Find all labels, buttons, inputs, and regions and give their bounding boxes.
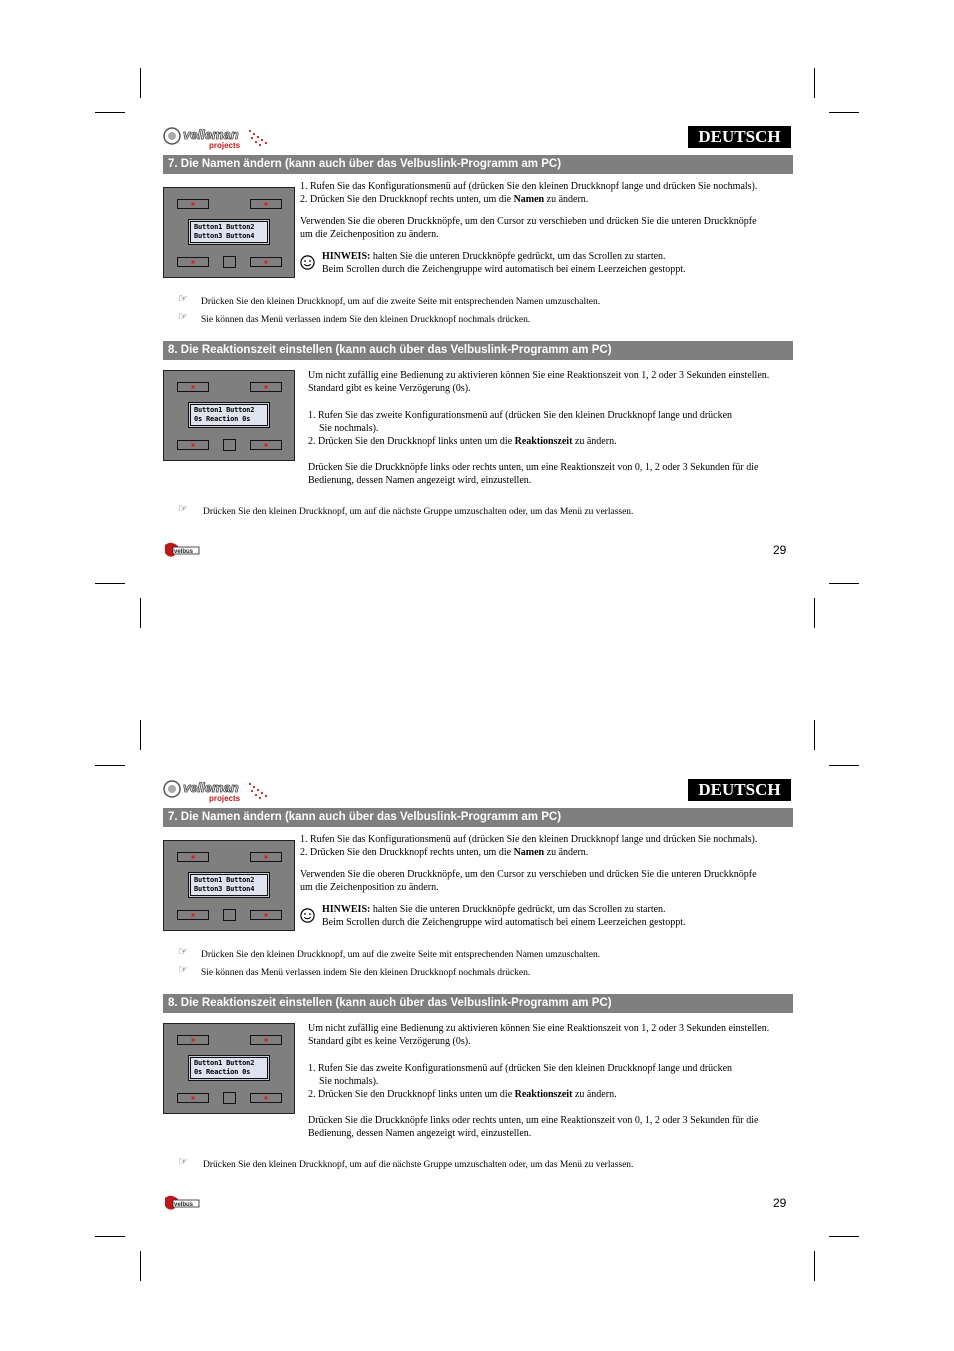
section-8-intro: Um nicht zufällig eine Bedienung zu aktivieren können Sie eine Reaktionszeit von 1, 2 oder 3 Sekunden einstellen. Standard gibt es keine Verzögerung (0s). [308,1023,770,1047]
page-number: 29 [773,543,787,557]
bottom-left-button [177,910,209,920]
top-left-button [177,199,209,209]
crop-mark [814,598,815,628]
lcd-line-1: Button1 Button2 [194,876,255,884]
small-pushbutton [223,256,236,268]
top-left-button [177,382,209,392]
section-7-steps [300,833,794,859]
bullet-text: Sie können das Menü verlassen indem Sie den kleinen Druckknopf nochmals drücken. [201,315,531,325]
bottom-left-button [177,1093,209,1103]
lcd-line-1: Button1 Button2 [194,1059,255,1067]
lcd-line-2: 0s Reaction 0s [194,1068,251,1076]
section-7-title: 7. Die Namen ändern (kann auch über das Velbuslink-Programm am PC) [163,155,793,174]
section-7-title: 7. Die Namen ändern (kann auch über das Velbuslink-Programm am PC) [163,808,793,827]
pointing-hand-icon: ☞ [178,963,188,976]
logo-sub-text: projects [209,141,241,150]
velbus-logo [163,541,201,559]
lcd-display [188,219,270,245]
top-left-button [177,1035,209,1045]
section-7-paragraph: Verwenden Sie die oberen Druckknöpfe, um den Cursor zu verschieben und drücken Sie die unteren Druckknöpfe um die Zeichenposition zu ändern. [300,869,757,893]
bullet-text: Drücken Sie den kleinen Druckknopf, um auf die nächste Gruppe umzuschalten oder, um das Menü zu verlassen. [203,507,634,517]
lcd-line-2: Button3 Button4 [194,232,255,240]
crop-mark [95,1236,125,1237]
step-1-cont: Sie nochmals). [319,1076,379,1087]
hint-label: HINWEIS: [322,251,371,262]
top-right-button [250,852,282,862]
section-8-steps [308,1062,794,1101]
device-illustration-reaction [163,370,295,461]
language-label: DEUTSCH [688,779,791,801]
hint-text-2: Beim Scrollen durch die Zeichengruppe wird automatisch bei einem Leerzeichen gestoppt. [322,917,686,928]
bottom-right-button [250,440,282,450]
device-illustration-reaction [163,1023,295,1114]
bullet-text: Drücken Sie den kleinen Druckknopf, um auf die zweite Seite mit entsprechenden Namen umzuschalten. [201,950,601,960]
small-pushbutton [223,1092,236,1104]
bullet-text: Drücken Sie den kleinen Druckknopf, um auf die zweite Seite mit entsprechenden Namen umzuschalten. [201,297,601,307]
smiley-note-icon [300,255,315,270]
step-2: 2. Drücken Sie den Druckknopf rechts unten, um die Namen zu ändern. [300,847,589,858]
pointing-hand-icon: ☞ [178,1155,188,1168]
logo-sub-text: projects [209,794,241,803]
section-8-paragraph: Drücken Sie die Druckknöpfe links oder rechts unten, um eine Reaktionszeit von 0, 1, 2 oder 3 Sekunden für die Bedienung, dessen Namen angezeigt wird, einzustellen. [308,462,759,486]
bottom-left-button [177,440,209,450]
pointing-hand-icon: ☞ [178,945,188,958]
section-8-title: 8. Die Reaktionszeit einstellen (kann auch über das Velbuslink-Programm am PC) [163,341,793,360]
crop-mark [140,1251,141,1281]
device-illustration-names [163,840,295,931]
lcd-line-1: Button1 Button2 [194,223,255,231]
velbus-logo [163,1194,201,1212]
crop-mark [814,1251,815,1281]
pointing-hand-icon: ☞ [178,502,188,515]
pointing-hand-icon: ☞ [178,292,188,305]
section-7-paragraph: Verwenden Sie die oberen Druckknöpfe, um den Cursor zu verschieben und drücken Sie die unteren Druckknöpfe um die Zeichenposition zu ändern. [300,216,757,240]
lcd-line-2: 0s Reaction 0s [194,415,251,423]
top-left-button [177,852,209,862]
top-right-button [250,199,282,209]
step-2: 2. Drücken Sie den Druckknopf links unten um die Reaktionszeit zu ändern. [308,436,617,447]
crop-mark [829,1236,859,1237]
step-2: 2. Drücken Sie den Druckknopf rechts unten, um die Namen zu ändern. [300,194,589,205]
bottom-left-button [177,257,209,267]
bottom-right-button [250,257,282,267]
manual-page [0,0,954,560]
step-2: 2. Drücken Sie den Druckknopf links unten um die Reaktionszeit zu ändern. [308,1089,617,1100]
logo-brand-text: velleman [183,127,239,142]
hint-note [322,250,792,276]
section-8-steps [308,409,794,448]
bullet-text: Drücken Sie den kleinen Druckknopf, um auf die nächste Gruppe umzuschalten oder, um das Menü zu verlassen. [203,1160,634,1170]
hint-text: halten Sie die unteren Druckknöpfe gedrückt, um das Scrollen zu starten. [370,904,666,915]
top-right-button [250,382,282,392]
bottom-right-button [250,1093,282,1103]
small-pushbutton [223,909,236,921]
hint-text: halten Sie die unteren Druckknöpfe gedrückt, um das Scrollen zu starten. [370,251,666,262]
step-1: 1. Rufen Sie das zweite Konfigurationsmenü auf (drücken Sie den kleinen Druckknopf lange und drücken [308,1063,733,1074]
device-illustration-names [163,187,295,278]
smiley-note-icon [300,908,315,923]
crop-mark [95,583,125,584]
top-right-button [250,1035,282,1045]
hint-note [322,903,792,929]
lcd-line-1: Button1 Button2 [194,406,255,414]
lcd-line-2: Button3 Button4 [194,885,255,893]
page-number: 29 [773,1196,787,1210]
section-8-intro: Um nicht zufällig eine Bedienung zu aktivieren können Sie eine Reaktionszeit von 1, 2 oder 3 Sekunden einstellen. Standard gibt es keine Verzögerung (0s). [308,370,770,394]
hint-label: HINWEIS: [322,904,371,915]
velbus-logo-text: velbus [174,1202,194,1208]
step-1: 1. Rufen Sie das Konfigurationsmenü auf (drücken Sie den kleinen Druckknopf lange und drücken Sie nochmals). [300,181,758,192]
logo-brand-text: velleman [183,780,239,795]
step-1: 1. Rufen Sie das Konfigurationsmenü auf (drücken Sie den kleinen Druckknopf lange und drücken Sie nochmals). [300,834,758,845]
lcd-display [188,1055,270,1081]
manual-page [0,653,954,1213]
hint-text-2: Beim Scrollen durch die Zeichengruppe wird automatisch bei einem Leerzeichen gestoppt. [322,264,686,275]
velleman-projects-logo [163,777,275,803]
bottom-right-button [250,910,282,920]
small-pushbutton [223,439,236,451]
section-8-title: 8. Die Reaktionszeit einstellen (kann auch über das Velbuslink-Programm am PC) [163,994,793,1013]
bullet-text: Sie können das Menü verlassen indem Sie den kleinen Druckknopf nochmals drücken. [201,968,531,978]
language-label: DEUTSCH [688,126,791,148]
section-7-steps [300,180,794,206]
velleman-projects-logo [163,124,275,150]
step-1: 1. Rufen Sie das zweite Konfigurationsmenü auf (drücken Sie den kleinen Druckknopf lange und drücken [308,410,733,421]
crop-mark [140,598,141,628]
lcd-display [188,872,270,898]
velbus-logo-text: velbus [174,549,194,555]
crop-mark [829,583,859,584]
pointing-hand-icon: ☞ [178,310,188,323]
section-8-paragraph: Drücken Sie die Druckknöpfe links oder rechts unten, um eine Reaktionszeit von 0, 1, 2 oder 3 Sekunden für die Bedienung, dessen Namen angezeigt wird, einzustellen. [308,1115,759,1139]
step-1-cont: Sie nochmals). [319,423,379,434]
lcd-display [188,402,270,428]
